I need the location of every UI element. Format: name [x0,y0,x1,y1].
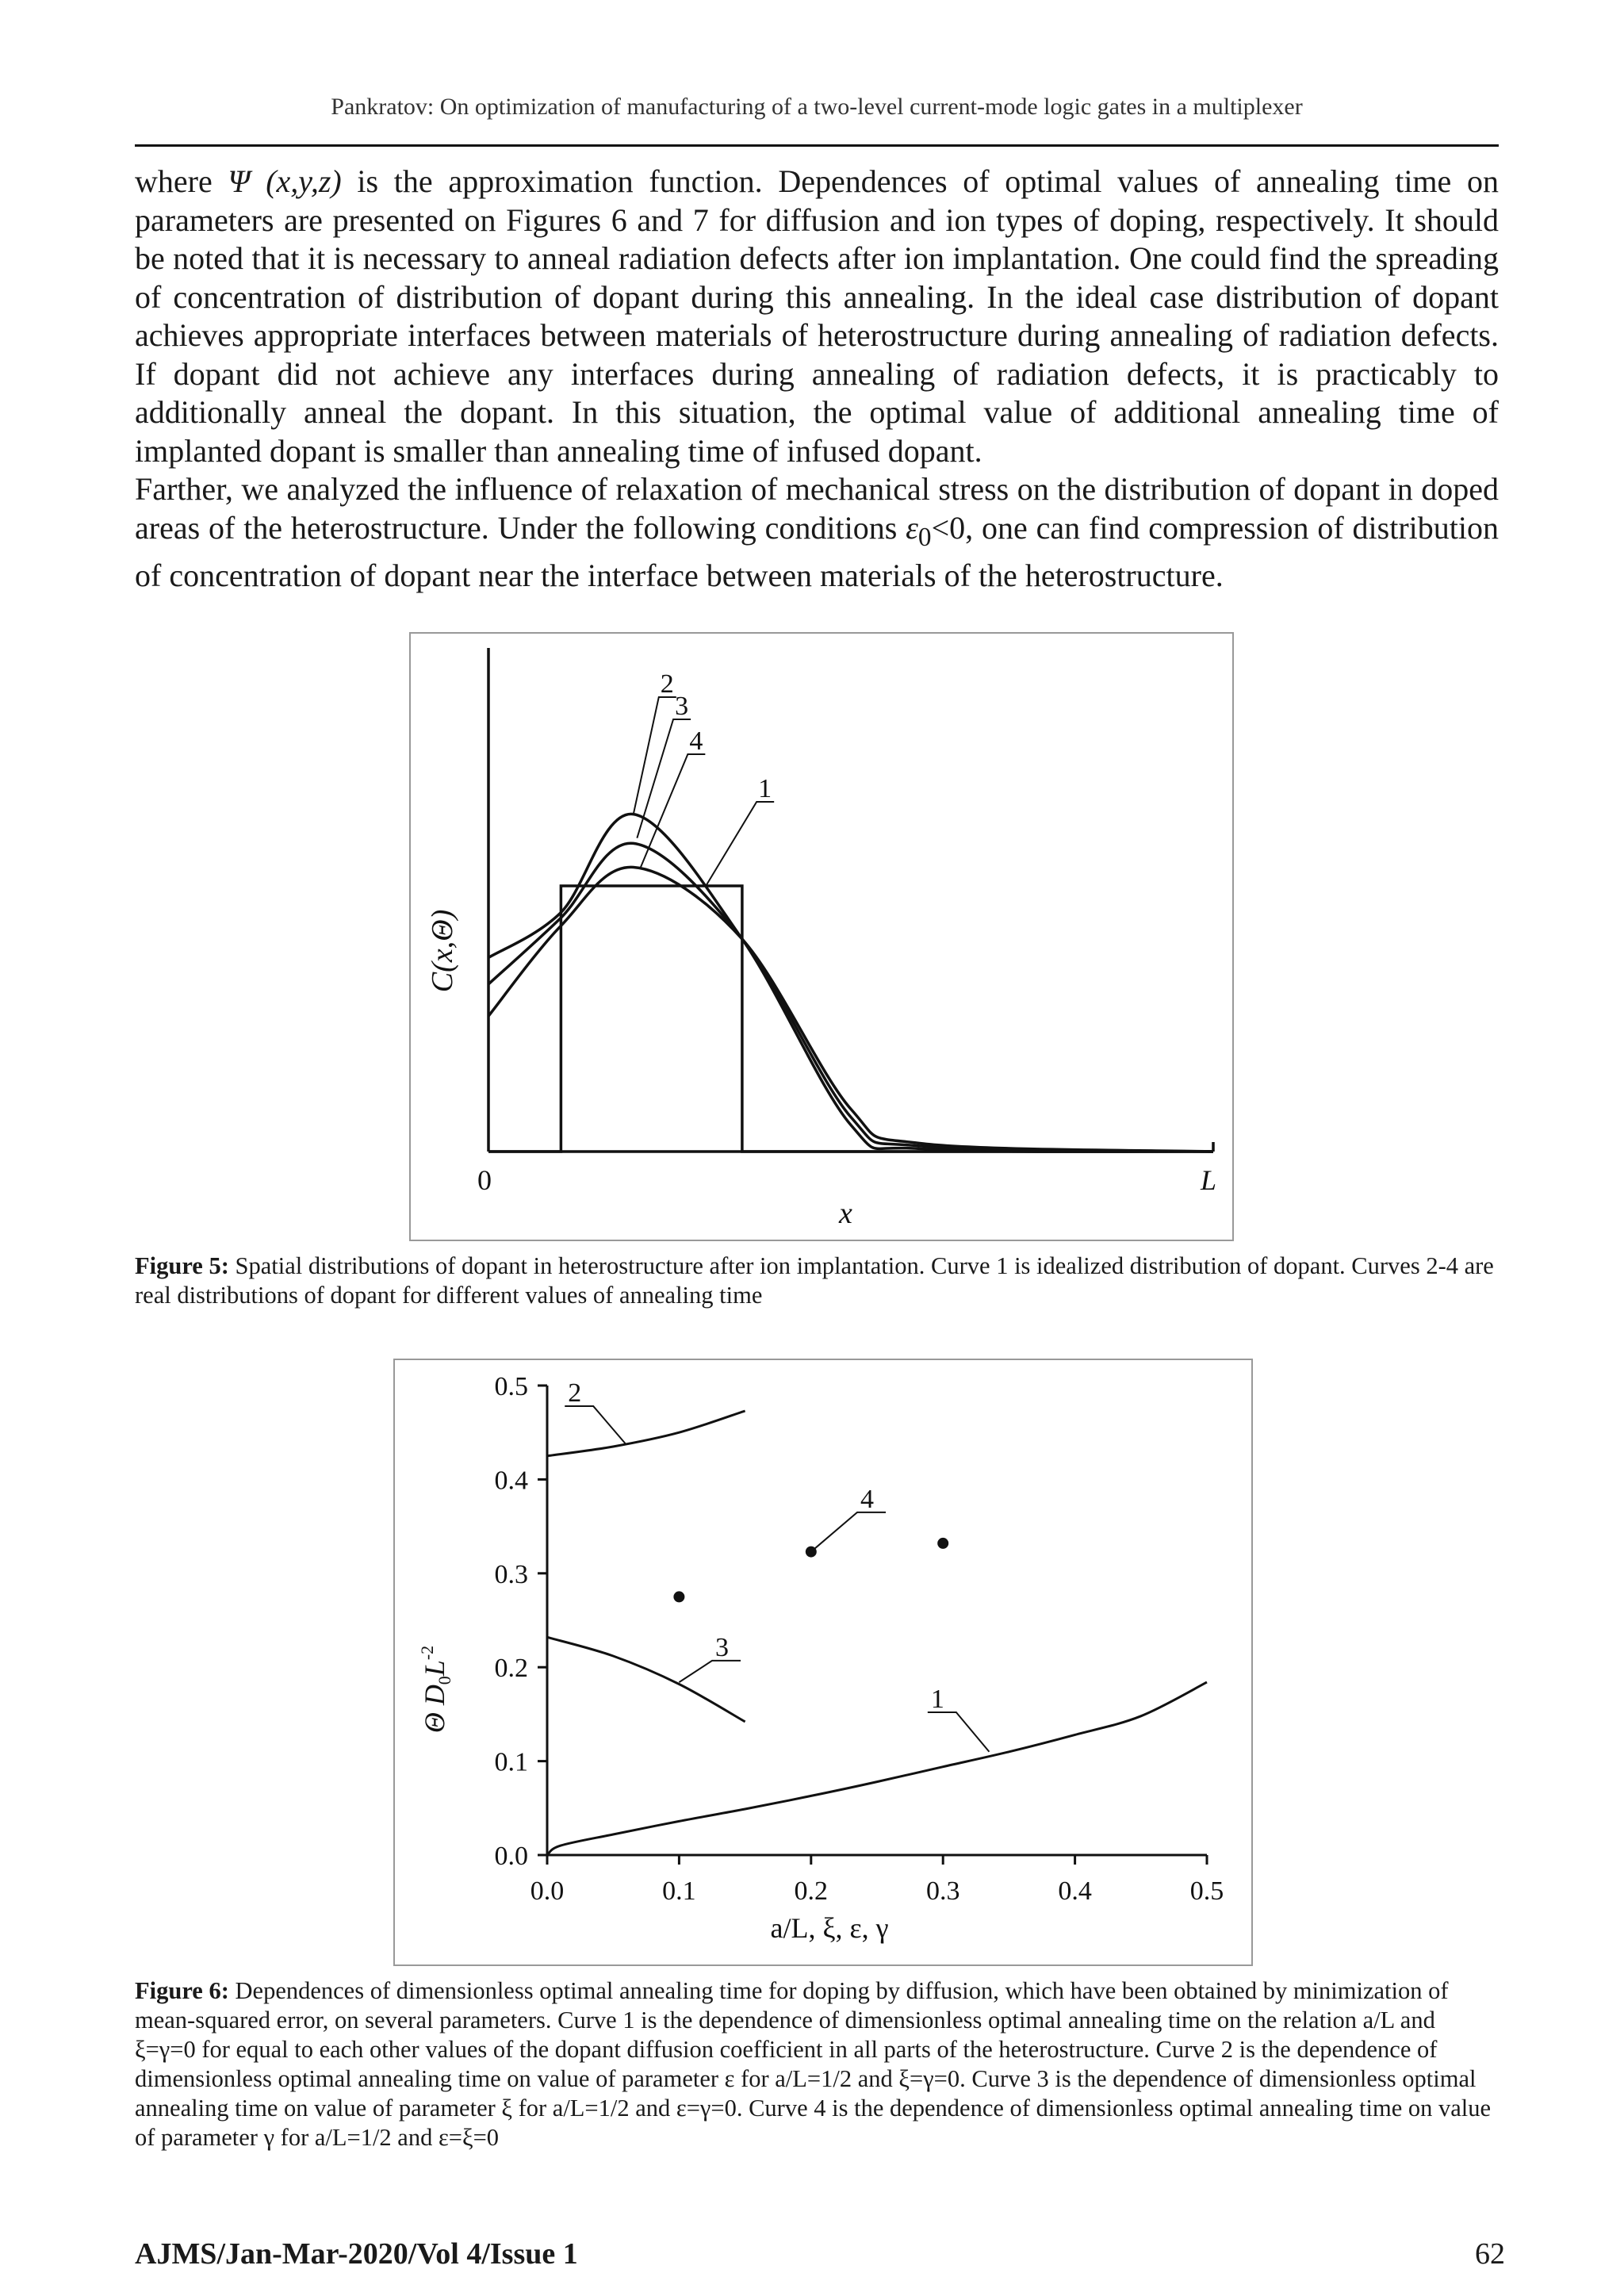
figure-6-x-tick-label: 0.4 [1058,1876,1092,1906]
epsilon-subscript: 0 [917,522,932,552]
figure-5-curve-label-4: 4 [689,726,703,756]
p1-lead: where [135,163,228,199]
running-header: Pankratov: On optimization of manufacturing of a two-level current-mode logic gates in a multiplexer [331,94,1303,120]
figure-6 [393,1359,1253,1966]
figure-5-y-label: C(x,Θ) [426,909,459,993]
figure-5-curve-2 [488,814,1213,1152]
figure-5 [409,632,1234,1241]
figure-6-x-label: a/L, ξ, ε, γ [770,1912,889,1944]
figure-5-caption-text: Spatial distributions of dopant in heterostructure after ion implantation. Curve 1 is idealized distribution of dopant. Curves 2-4 are real distributions of dopant for different values of annealing time [135,1252,1494,1309]
figure-6-y-tick-label: 0.2 [494,1654,528,1684]
figure-6-leader-2 [565,1406,626,1445]
p2-lead: Farther, we analyzed the influence of relaxation of mechanical stress on the distribution of dopant in doped areas of the heterostructure. Under the following conditions [135,471,1499,546]
figure-6-point-4 [673,1591,684,1602]
figure-6-y-tick-label: 0.3 [494,1559,528,1589]
figure-6-y-tick-label: 0.0 [494,1842,528,1871]
figure-6-curve-label-3: 3 [715,1632,729,1662]
figure-6-leader-1 [928,1712,990,1752]
figure-6-x-tick-label: 0.3 [925,1876,960,1906]
p2-rest: <0, one can find compression of distribution of concentration of dopant near the interface between materials of the heterostructure. [135,509,1499,593]
figure-5-x-label: x [839,1197,852,1230]
figure-6-curve-1 [547,1682,1207,1855]
figure-5-caption [135,1251,1499,1310]
figure-6-leader-3 [679,1661,741,1682]
footer-journal: AJMS/Jan-Mar-2020/Vol 4/Issue 1 [135,2237,578,2271]
figure-6-y-tick-label: 0.4 [494,1466,528,1496]
figure-6-curve-label-2: 2 [568,1378,582,1409]
figure-5-curve-3 [488,843,1213,1152]
figure-6-curve-label-1: 1 [930,1685,944,1715]
figure-6-y-label-sup: -2 [417,1645,437,1661]
figure-6-y-tick-label: 0.1 [494,1747,528,1777]
paragraph-2 [135,470,1499,596]
figure-5-curve-label-3: 3 [675,692,689,721]
figure-6-x-tick-label: 0.2 [794,1876,829,1906]
figure-6-caption-label: Figure 6: [135,1977,229,2004]
figure-6-y-tick-label: 0.5 [494,1372,528,1401]
figure-6-y-label-theta: Θ D [419,1685,450,1734]
figure-6-x-tick-label: 0.1 [662,1876,696,1906]
p1-rest: is the approximation function. Dependences of optimal values of annealing time on parameters are presented on Figures 6 and 7 for diffusion and ion types of doping, respectively. It should be noted that it is necessary to anneal radiation defects after ion implantation. One could find the spreading of concentration of distribution of dopant during this annealing. In the ideal case distribution of dopant achieves appropriate interfaces between materials of heterostructure during annealing of radiation defects. If dopant did not achieve any interfaces during annealing of radiation defects, it is practicably to additionally anneal the dopant. In this situation, the optimal value of additional annealing time of implanted dopant is smaller than annealing time of infused dopant. [135,163,1499,469]
psi-args: (x,y,z) [250,163,342,199]
figure-5-caption-label: Figure 5: [135,1252,229,1279]
header-rule [135,144,1499,147]
figure-6-chart [395,1360,1251,1964]
figure-5-leader-1 [706,802,774,886]
epsilon-symbol: ε [906,509,918,546]
footer-page-number: 62 [1475,2237,1505,2271]
figure-5-x-tick-L: L [1201,1164,1217,1196]
figure-5-curve-4 [488,867,1213,1152]
figure-5-curve-label-2: 2 [660,669,674,699]
figure-6-y-label-l: L [419,1660,450,1677]
psi-symbol: Ψ [228,163,251,199]
figure-6-x-tick-label: 0.0 [530,1876,565,1906]
figure-6-x-tick-label: 0.5 [1189,1876,1224,1906]
figure-5-curve-1 [488,886,1213,1152]
figure-5-curve-label-1: 1 [758,774,772,803]
figure-6-point-4 [937,1538,948,1549]
figure-5-x-tick-0: 0 [477,1164,492,1196]
figure-6-y-label [417,1646,454,1733]
body-text [135,163,1499,596]
figure-6-curve-label-4: 4 [860,1484,875,1514]
figure-6-caption-text: Dependences of dimensionless optimal annealing time for doping by diffusion, which have been obtained by minimization of mean-squared error, on several parameters. Curve 1 is the dependence of dimensionless optimal annealing time on the relation a/L and ξ=γ=0 for equal to each other values of the dopant diffusion coefficient in all parts of the heterostructure. Curve 2 is the dependence of dimensionless optimal annealing time on value of parameter ε for a/L=1/2 and ξ=γ=0. Curve 3 is the dependence of dimensionless optimal annealing time on value of parameter ξ for a/L=1/2 and ε=γ=0. Curve 4 is the dependence of dimensionless optimal annealing time on value of parameter γ for a/L=1/2 and ε=ξ=0 [135,1977,1492,2151]
figure-5-chart [411,634,1232,1240]
paragraph-1 [135,163,1499,470]
figure-6-caption [135,1976,1499,2152]
figure-6-y-label-sub: 0 [435,1676,454,1685]
figure-6-leader-4 [811,1512,886,1552]
figure-5-leader-3 [637,719,691,838]
figure-6-curve-2 [547,1411,745,1456]
